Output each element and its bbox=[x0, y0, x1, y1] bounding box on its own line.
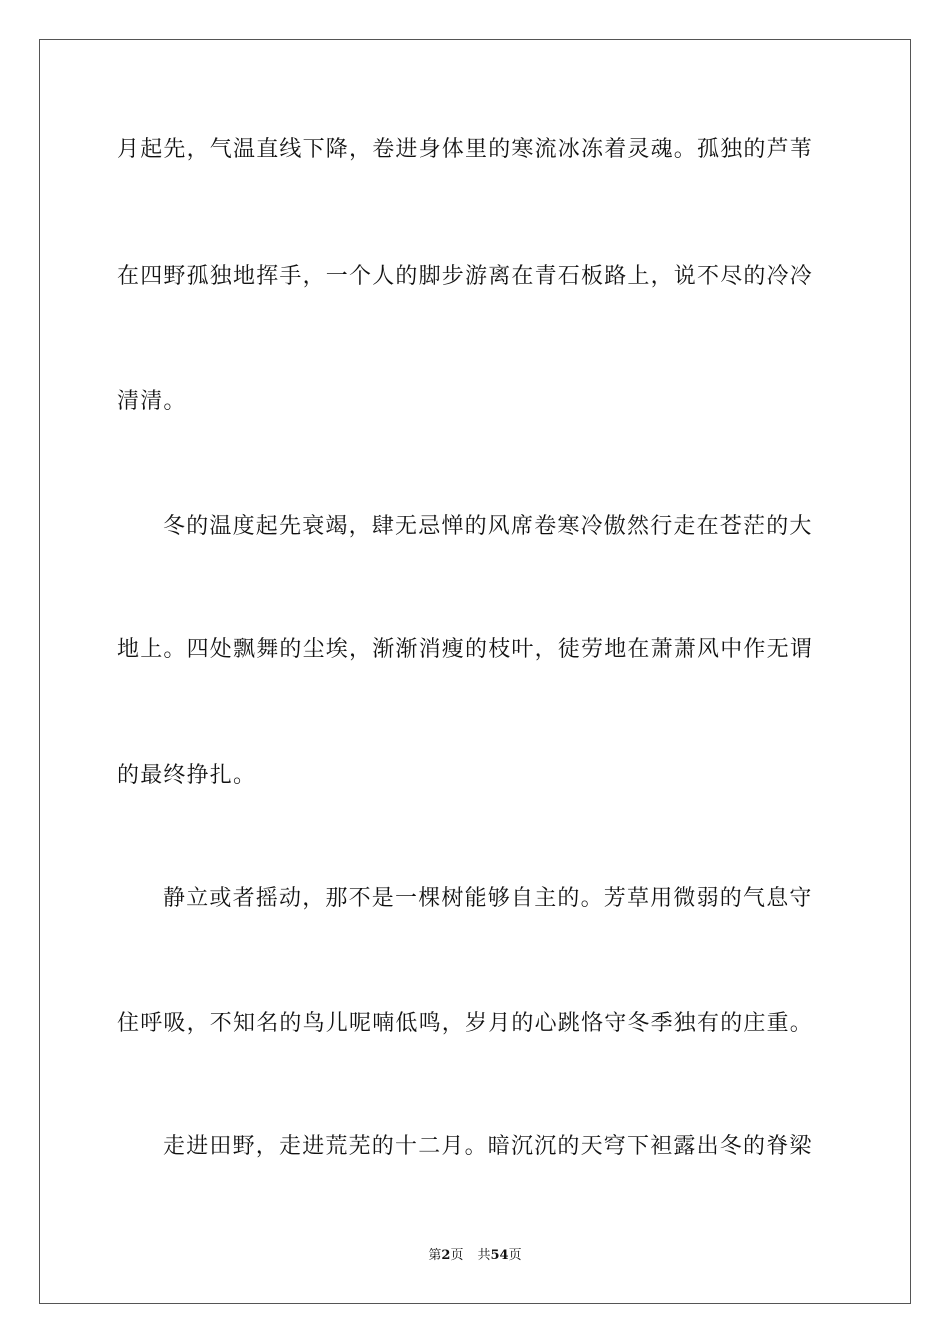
text-line: 在四野孤独地挥手，一个人的脚步游离在青石板路上，说不尽的冷冷 bbox=[117, 264, 814, 289]
total-pages-label: 共54页 bbox=[477, 1248, 522, 1263]
text-line: 住呼吸，不知名的鸟儿呢喃低鸣，岁月的心跳恪守冬季独有的庄重。 bbox=[117, 1011, 814, 1036]
text-line: 的最终挣扎。 bbox=[117, 763, 257, 788]
paragraph-start-line: 冬的温度起先衰竭，肆无忌惮的风席卷寒冷傲然行走在苍茫的大 bbox=[163, 514, 813, 539]
text-line: 月起先，气温直线下降，卷进身体里的寒流冰冻着灵魂。孤独的芦苇 bbox=[117, 137, 814, 162]
page-number: 2 bbox=[441, 1248, 451, 1263]
page-label: 第2页 bbox=[428, 1248, 464, 1263]
page-footer bbox=[0, 1247, 950, 1265]
total-pages: 54 bbox=[490, 1248, 509, 1263]
page-border bbox=[39, 39, 911, 1304]
text-line: 地上。四处飘舞的尘埃，渐渐消瘦的枝叶，徒劳地在萧萧风中作无谓 bbox=[117, 637, 814, 662]
paragraph-start-line: 走进田野，走进荒芜的十二月。暗沉沉的天穹下袒露出冬的脊梁 bbox=[163, 1134, 813, 1159]
paragraph-start-line: 静立或者摇动，那不是一棵树能够自主的。芳草用微弱的气息守 bbox=[163, 886, 813, 911]
text-line: 清清。 bbox=[117, 389, 187, 414]
